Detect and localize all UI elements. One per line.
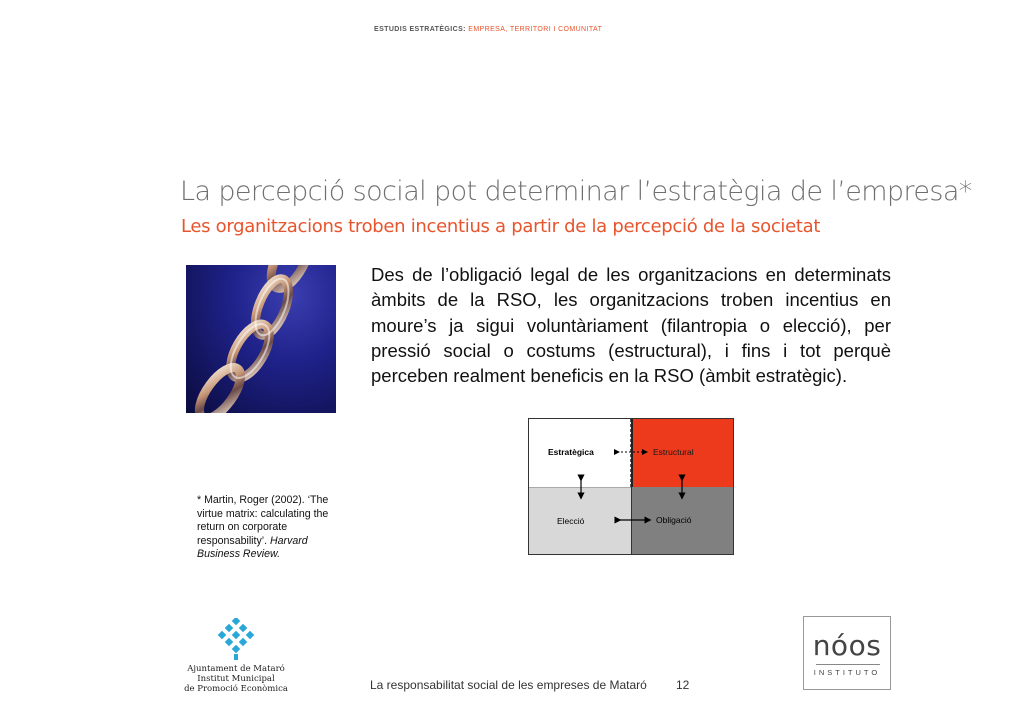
- ajuntament-mataro-logo-text: [180, 664, 292, 694]
- footnote: [197, 494, 352, 562]
- matrix-arrows: [529, 419, 735, 556]
- logo-left-line1: Ajuntament de Mataró: [187, 664, 285, 674]
- footnote-text: * Martin, Roger (2002). ‘The virtue matrix: calculating the return on corporate responsability’.: [197, 494, 329, 547]
- header-brand: ESTUDIS ESTRATÈGICS:: [374, 26, 466, 33]
- header: [374, 26, 602, 33]
- page-title: La percepció social pot determinar l’estratègia de l’empresa*: [180, 176, 972, 207]
- noos-instituto-logo: [803, 616, 891, 690]
- logo-left-line3: de Promoció Econòmica: [184, 684, 288, 694]
- footer-text: La responsabilitat social de les empreses de Mataró: [370, 678, 647, 692]
- chain-image: [186, 265, 336, 413]
- chain-photo: [186, 265, 336, 413]
- noos-logo-word: nóos: [812, 629, 882, 662]
- page-number: 12: [676, 678, 690, 692]
- matrix-label-estrategica: Estratègica: [548, 447, 594, 457]
- logo-left-line2: Institut Municipal: [197, 674, 275, 684]
- footnote-journal: Harvard Business Review.: [197, 534, 308, 561]
- noos-logo-divider: [816, 664, 880, 665]
- noos-logo-sub: INSTITUTO: [813, 668, 881, 677]
- matrix-label-estructural: Estructural: [653, 447, 694, 457]
- ajuntament-mataro-logo-icon: [218, 618, 254, 667]
- page-subtitle: Les organitzacions troben incentius a partir de la percepció de la societat: [181, 216, 821, 237]
- matrix-label-obligacio: Obligació: [656, 515, 692, 525]
- header-section: EMPRESA, TERRITORI I COMUNITAT: [468, 26, 603, 33]
- body-paragraph: Des de l’obligació legal de les organitzacions en determinats àmbits de la RSO, les organitzacions troben incentius en moure’s ja sigui voluntàriament (filantropia o elecció), per pressió social o costums (estructural), i fins i tot perquè perceben realment beneficis en la RSO (àmbit estratègic).: [371, 264, 891, 387]
- matrix-label-eleccio: Elecció: [557, 516, 585, 526]
- rso-matrix-diagram: [528, 418, 734, 555]
